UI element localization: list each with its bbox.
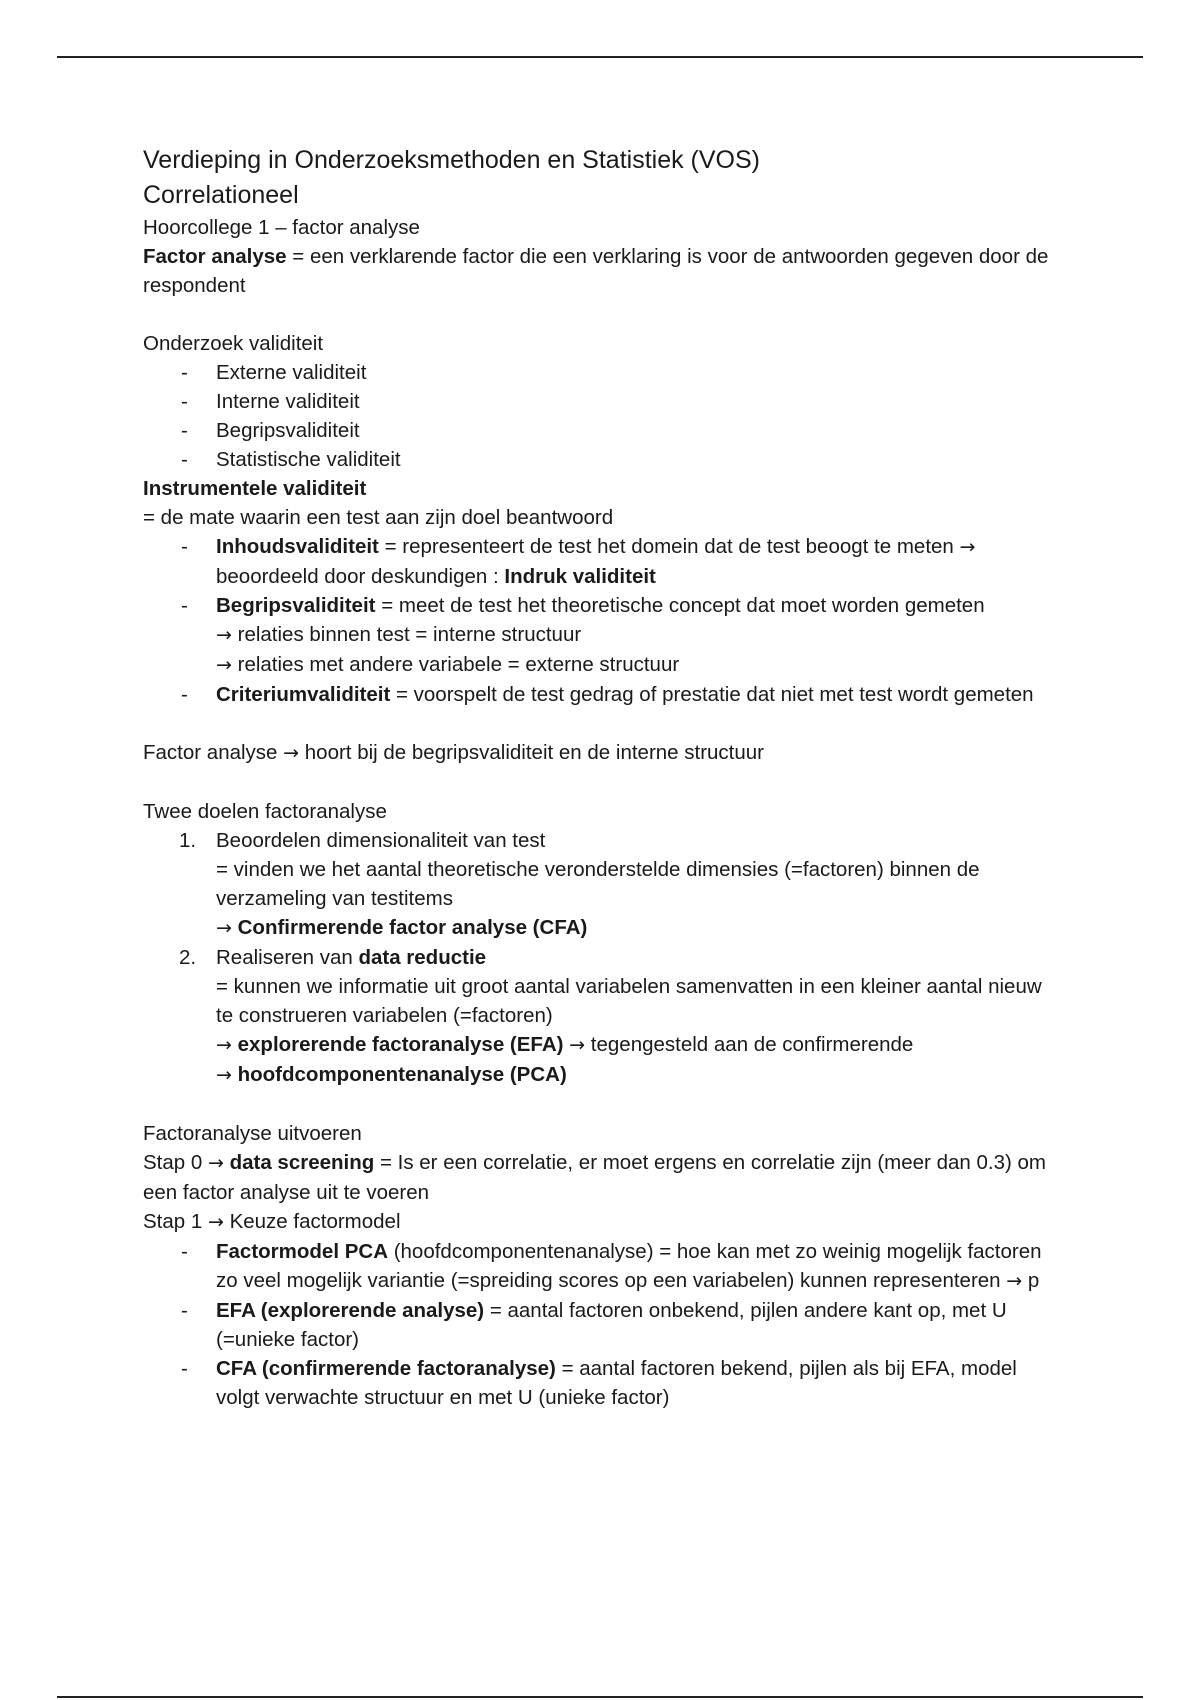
arrow-icon: → [216,624,232,646]
arrow-icon: → [959,536,976,558]
list-item-criteriumvaliditeit [143,680,1063,709]
list-marker: 2. [179,946,197,969]
term: Factor analyse [143,245,287,268]
item-text: p [1022,1269,1040,1292]
list-item: - Statistische validiteit [143,445,1063,474]
term: Inhoudsvaliditeit [216,535,379,558]
item-title: Beoordelen dimensionaliteit van test [216,829,546,852]
item-text: tegengesteld aan de confirmerende [585,1033,914,1056]
term: data screening [223,1151,375,1174]
line-text: Factor analyse [143,741,284,764]
line-text: Keuze factormodel [223,1210,401,1233]
list-item-doel-2 [143,943,1063,1090]
item-text: = vinden we het aantal theoretische veronderstelde dimensies (=factoren) binnen de verzameling van testitems [216,858,980,910]
term: Begripsvaliditeit [216,594,376,617]
lecture-heading: Hoorcollege 1 – factor analyse [143,216,420,239]
list-item: - Externe validiteit [143,358,1063,387]
line-text: Stap 1 [143,1210,208,1233]
stap-0 [143,1148,1063,1207]
term: hoofdcomponentenanalyse (PCA) [231,1063,567,1086]
factor-analyse-definition [143,242,1063,300]
arrow-icon: → [216,917,232,939]
definition-text: = een verklarende factor die een verklaring is voor de antwoorden gegeven door de respondent [143,245,1049,297]
arrow-icon: → [216,1034,232,1056]
list-item-begripsvaliditeit [143,591,1063,680]
document-subtitle: Correlationeel [143,181,299,209]
arrow-icon: → [569,1034,586,1056]
list-item-efa [143,1296,1063,1354]
instrumentele-list [143,532,1063,709]
term: Indruk validiteit [504,565,656,588]
term: Criteriumvaliditeit [216,683,391,706]
list-item-cfa [143,1354,1063,1412]
term: CFA (confirmerende factoranalyse) [216,1357,556,1380]
factormodel-list [143,1237,1063,1412]
line-text: Stap 0 [143,1151,208,1174]
uitvoeren-heading: Factoranalyse uitvoeren [143,1122,362,1145]
list-item-doel-1 [143,826,1063,943]
term: data reductie [358,946,487,969]
item-text: beoordeeld door deskundigen : [216,565,505,588]
onderzoek-list [143,358,1063,474]
arrow-icon: → [207,1152,224,1174]
term: explorerende factoranalyse (EFA) [231,1033,564,1056]
list-item-pca [143,1237,1063,1296]
doelen-list [143,826,1063,1090]
list-item: - Interne validiteit [143,387,1063,416]
item-text: relaties met andere variabele = externe structuur [231,653,680,676]
document-page [143,143,1063,1412]
list-item-inhoudsvaliditeit [143,532,1063,591]
list-item: - Begripsvaliditeit [143,416,1063,445]
onderzoek-heading: Onderzoek validiteit [143,332,324,355]
arrow-icon: → [283,742,300,764]
bottom-rule [57,1696,1143,1698]
top-rule [57,56,1143,58]
item-text: (hoofdcomponentenanalyse) = hoe kan met zo weinig mogelijk factoren zo veel mogelijk variantie (=spreiding scores op een variabelen) kunnen representeren [216,1240,1042,1292]
item-text: relaties binnen test = interne structuur [231,623,582,646]
document-title: Verdieping in Onderzoeksmethoden en Statistiek (VOS) [143,146,761,174]
instrumentele-heading [143,474,1063,503]
item-text: = aantal factoren onbekend, pijlen andere kant op, met U (=unieke factor) [216,1299,1007,1351]
term: Confirmerende factor analyse (CFA) [231,916,588,939]
line-text: hoort bij de begripsvaliditeit en de interne structuur [299,741,765,764]
item-title: Realiseren van [216,946,359,969]
doelen-heading: Twee doelen factoranalyse [143,800,387,823]
term: Factormodel PCA [216,1240,388,1263]
item-text: = voorspelt de test gedrag of prestatie dat niet met test wordt gemeten [390,683,1034,706]
item-text: = meet de test het theoretische concept dat moet worden gemeten [375,594,985,617]
factor-analyse-line [143,738,1063,768]
list-marker: 1. [179,829,197,852]
stap-1 [143,1207,1063,1237]
item-text: = aantal factoren bekend, pijlen als bij EFA, model volgt verwachte structuur en met U (unieke factor) [216,1357,1017,1409]
heading-text: Instrumentele validiteit [143,477,367,500]
arrow-icon: → [216,1064,232,1086]
term: EFA (explorerende analyse) [216,1299,485,1322]
arrow-icon: → [207,1211,224,1233]
item-text: = kunnen we informatie uit groot aantal variabelen samenvatten in een kleiner aantal nieuw te construeren variabelen (=factoren) [216,975,1042,1027]
instrumentele-definition: = de mate waarin een test aan zijn doel beantwoord [143,506,614,529]
item-text: = representeert de test het domein dat de test beoogt te meten [378,535,960,558]
arrow-icon: → [1006,1270,1023,1292]
line-text: = Is er een correlatie, er moet ergens en correlatie zijn (meer dan 0.3) om een factor analyse uit te voeren [143,1151,1046,1204]
arrow-icon: → [216,654,232,676]
